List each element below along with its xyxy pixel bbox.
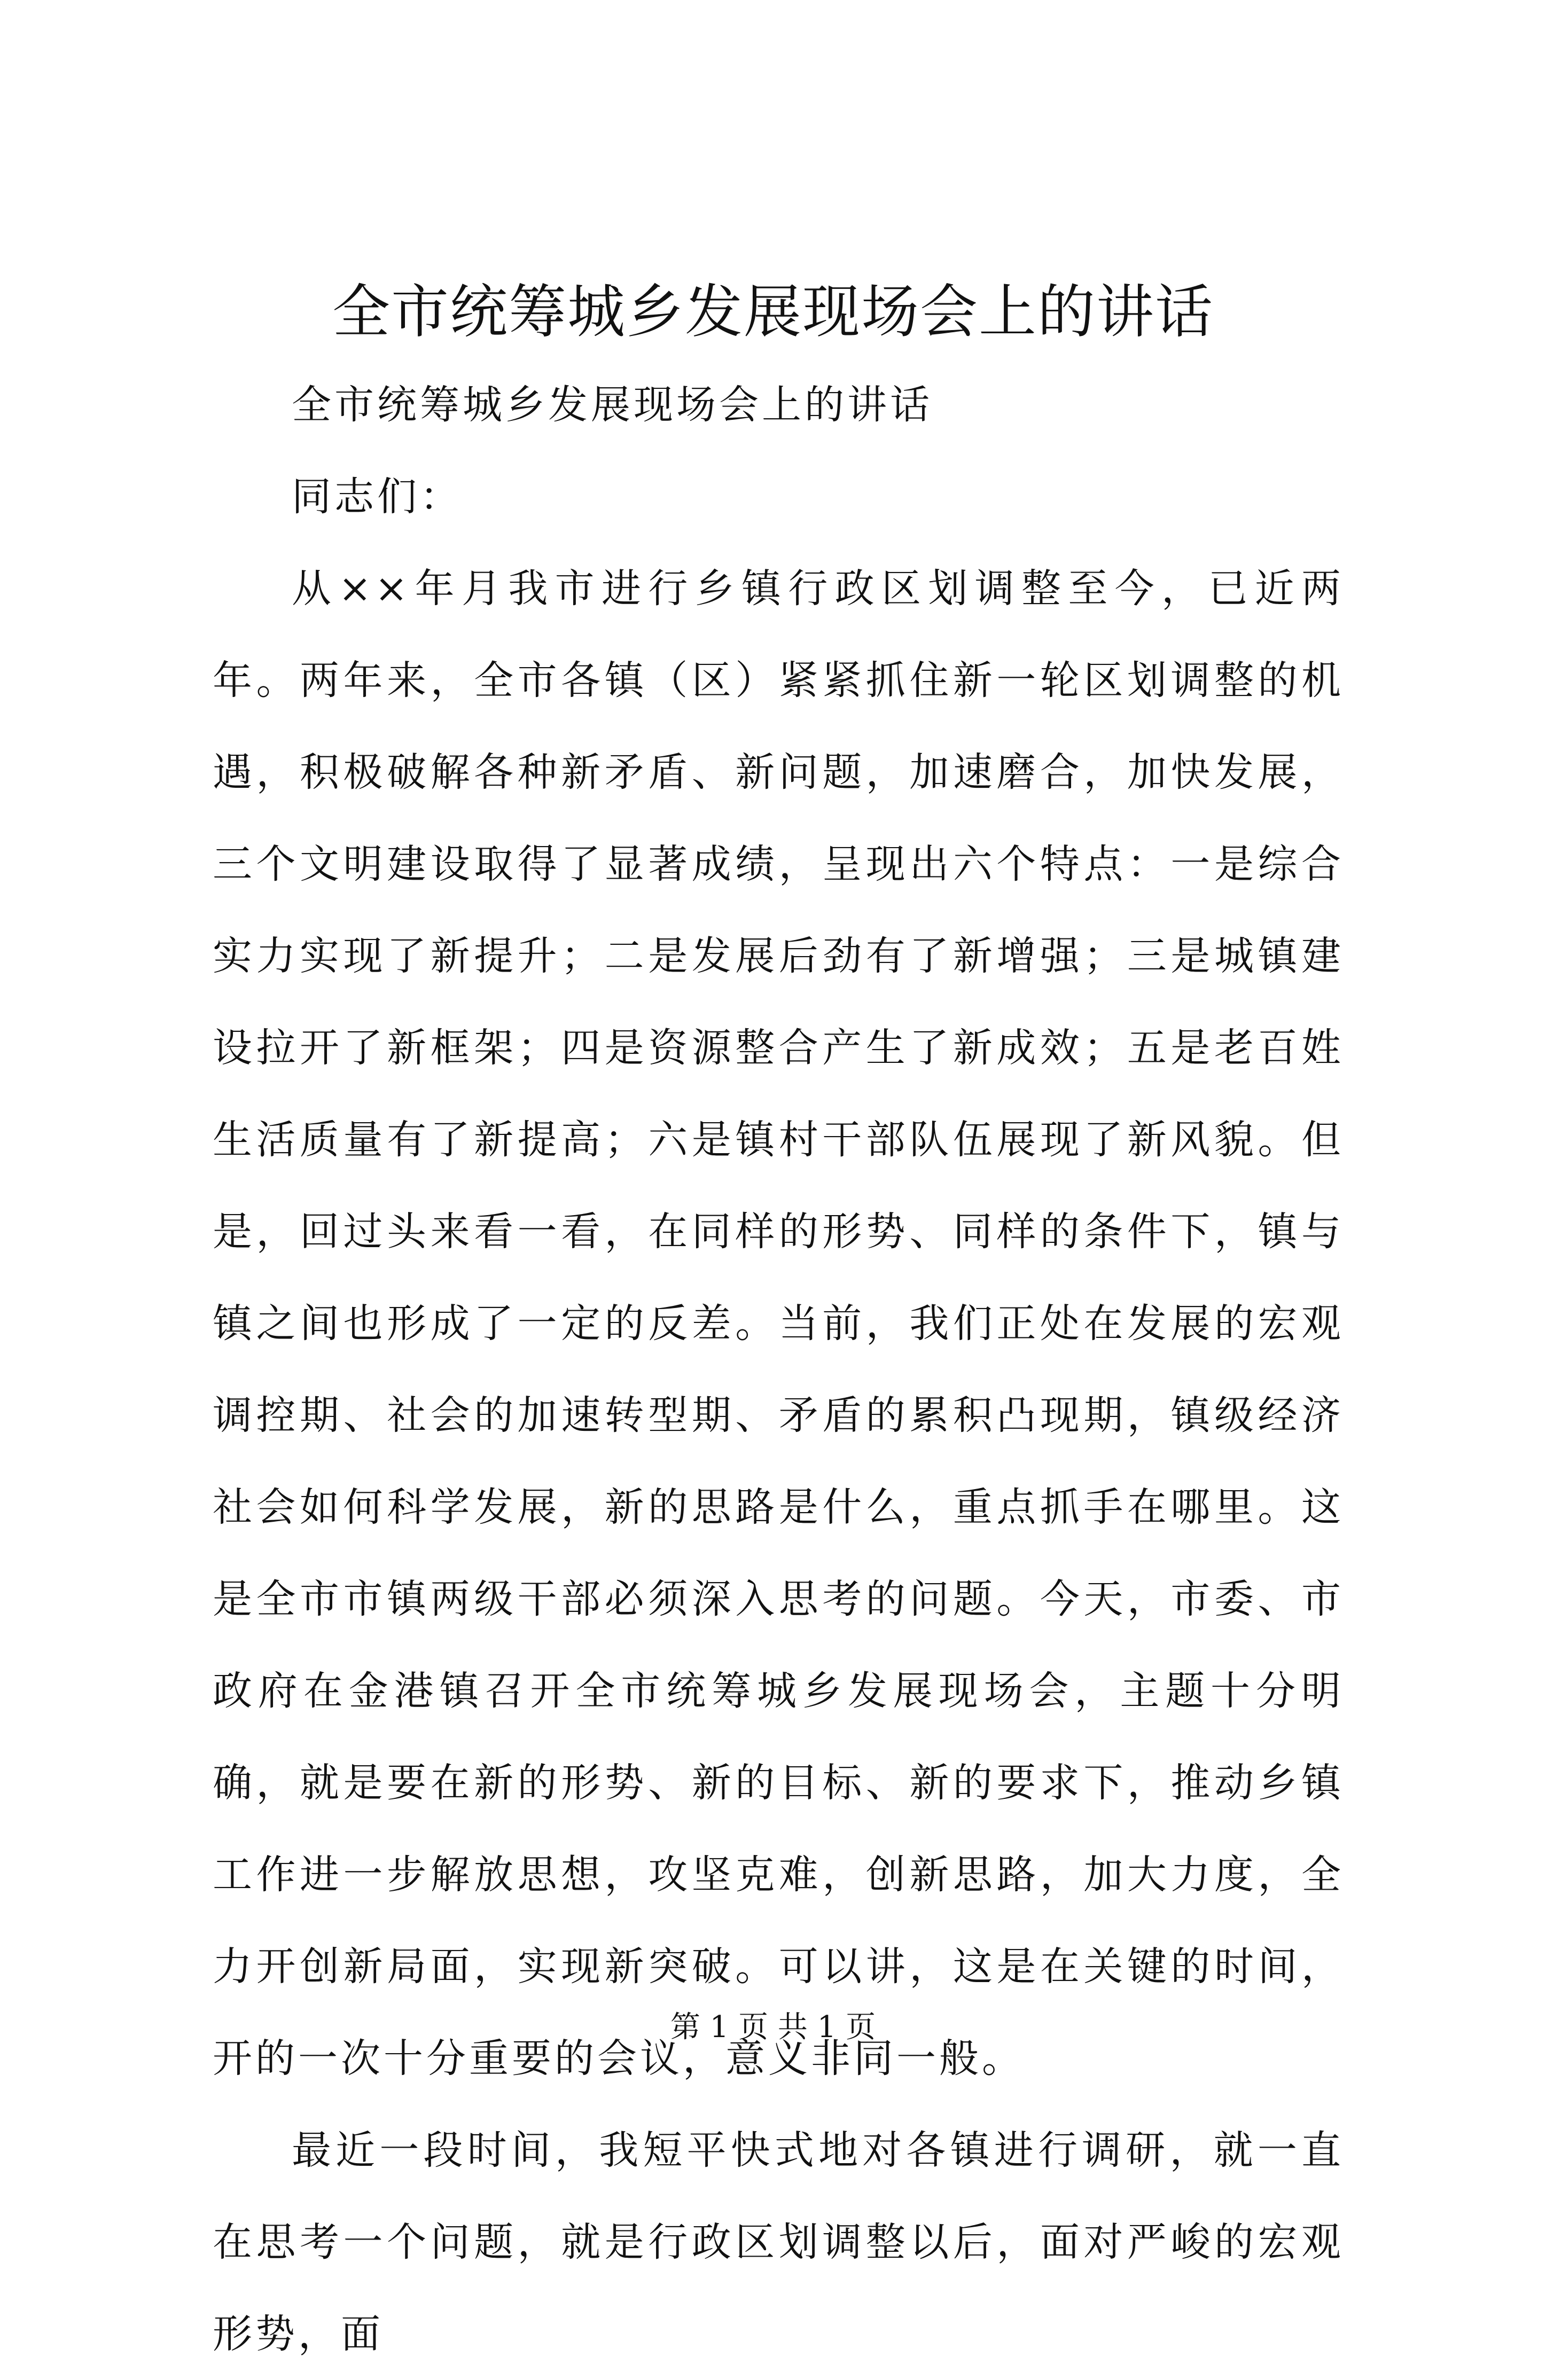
document-subtitle: 全市统筹城乡发展现场会上的讲话 xyxy=(292,382,933,428)
body-paragraph: 从××年月我市进行乡镇行政区划调整至今，已近两年。两年来，全市各镇（区）紧紧抓住新一轮区划调整的机遇，积极破解各种新矛盾、新问题，加速磨合，加快发展，三个文明建设取得了显著成绩，呈现出六个特点：一是综合实力实现了新提升；二是发展后劲有了新增强；三是城镇建设拉开了新框架；四是资源整合产生了新成效；五是老百姓生活质量有了新提高；六是镇村干部队伍展现了新风貌。但是，回过头来看一看，在同样的形势、同样的条件下，镇与镇之间也形成了一定的反差。当前，我们正处在发展的宏观调控期、社会的加速转型期、矛盾的累积凸现期，镇级经济社会如何科学发展，新的思路是什么，重点抓手在哪里。这是全市市镇两级干部必须深入思考的问题。今天，市委、市政府在金港镇召开全市统筹城乡发展现场会，主题十分明确，就是要在新的形势、新的目标、新的要求下，推动乡镇工作进一步解放思想，攻坚克难，创新思路，加大力度，全力开创新局面，实现新突破。可以讲，这是在关键的时间，开的一次十分重要的会议，意义非同一般。 xyxy=(213,566,1344,2081)
document-body xyxy=(213,359,1344,2380)
page-footer: 第 1 页 共 1 页 xyxy=(670,2010,876,2045)
salutation: 同志们： xyxy=(292,474,463,520)
body-paragraph: 最近一段时间，我短平快式地对各镇进行调研，就一直在思考一个问题，就是行政区划调整以后，面对严峻的宏观形势，面 xyxy=(213,2127,1344,2357)
document-title: 全市统筹城乡发展现场会上的讲话 xyxy=(332,279,1214,346)
